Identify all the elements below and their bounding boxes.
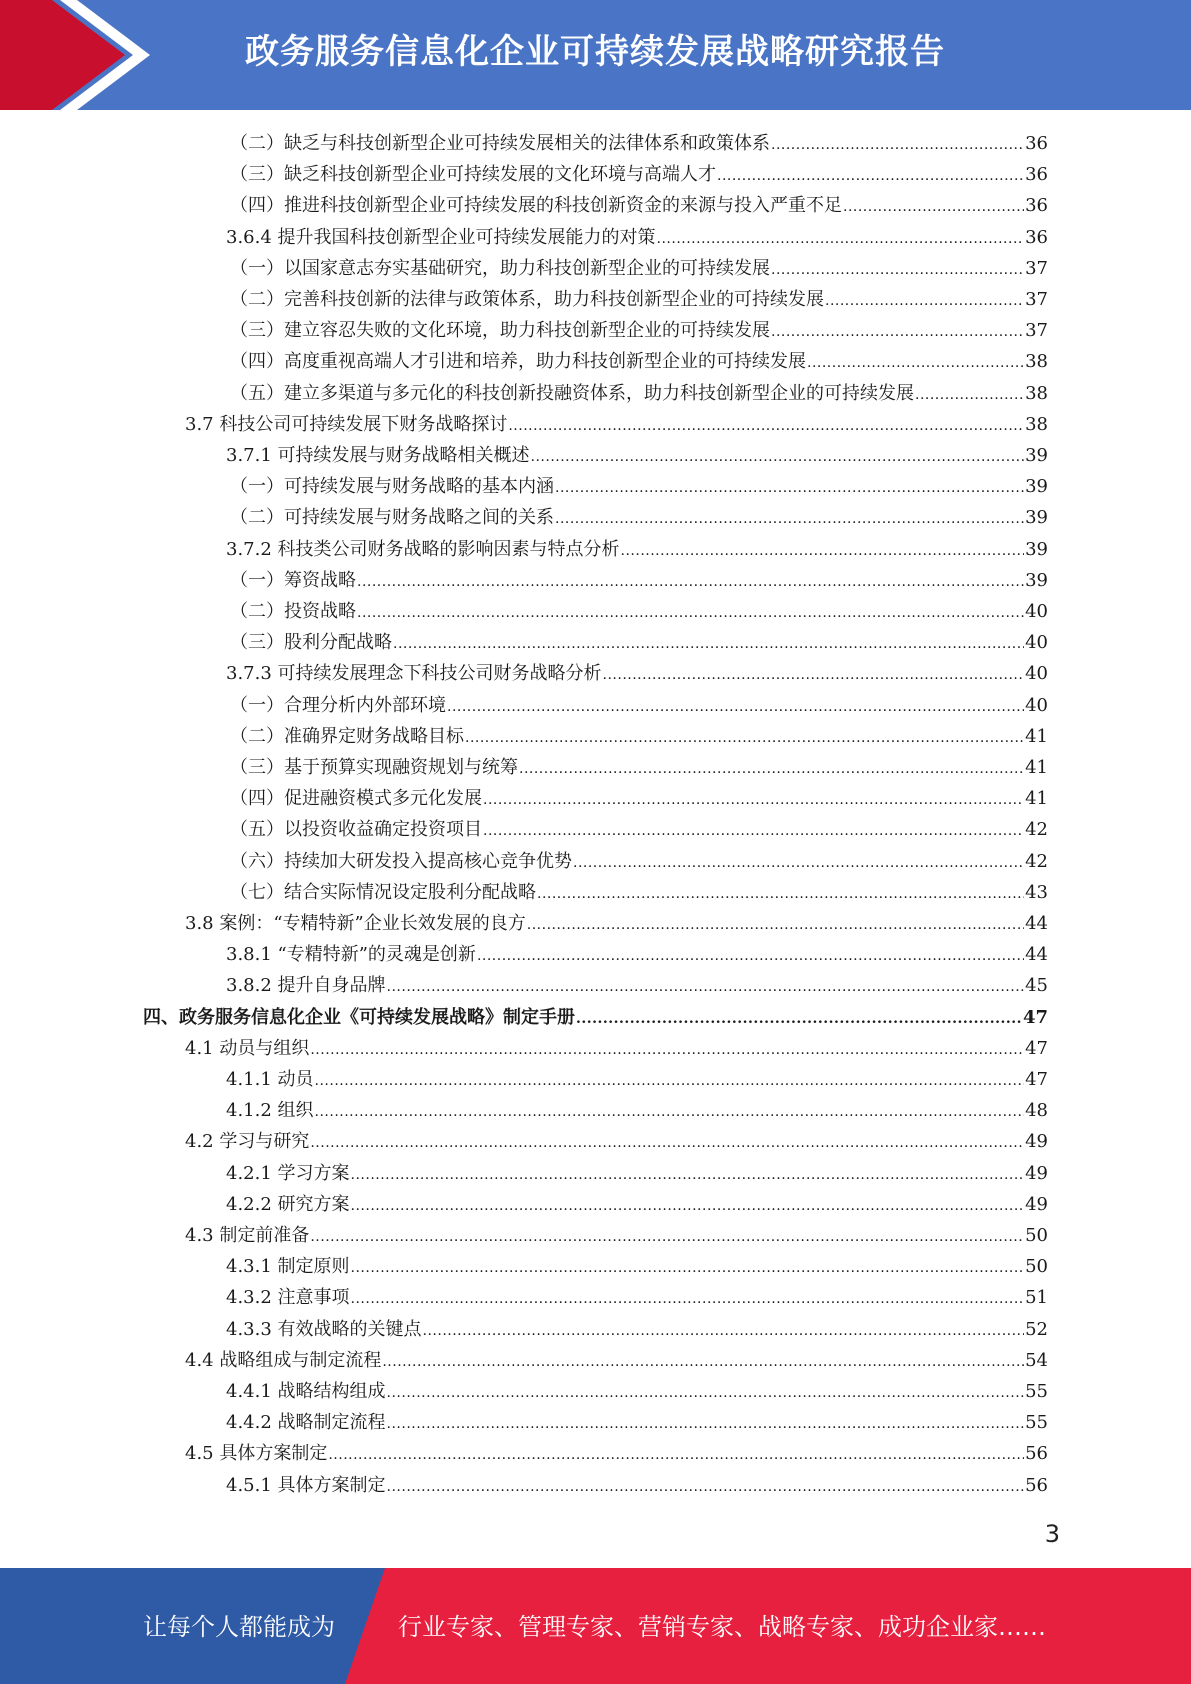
toc-entry-title: 4.2.2 研究方案 [226, 1193, 350, 1215]
toc-entry-page: 47 [1025, 1037, 1048, 1059]
toc-entry-page: 40 [1025, 601, 1048, 622]
toc-entry-page: 39 [1025, 569, 1048, 591]
toc-entry-title: （三）股利分配战略 [230, 632, 392, 654]
toc-entry[interactable] [230, 783, 1048, 814]
toc-entry-page: 41 [1025, 757, 1048, 778]
toc-entry-page: 41 [1025, 725, 1048, 747]
page-footer [0, 1568, 1191, 1684]
toc-entry[interactable] [230, 315, 1048, 346]
toc-entry-title: （二）缺乏与科技创新型企业可持续发展相关的法律体系和政策体系 [230, 133, 770, 154]
toc-entry-page: 44 [1025, 944, 1048, 966]
toc-entry-page: 44 [1025, 913, 1048, 934]
toc-entry-title: 4.3.3 有效战略的关键点 [226, 1318, 422, 1340]
toc-entry[interactable] [230, 846, 1048, 877]
toc-leader-dots [915, 380, 1024, 411]
page-number: 3 [1044, 1520, 1060, 1548]
toc-leader-dots [393, 629, 1024, 660]
toc-entry[interactable] [230, 253, 1048, 284]
toc-entry-page: 37 [1025, 257, 1048, 279]
toc-entry[interactable] [226, 1407, 1048, 1438]
footer-slogan-left: 让每个人都能成为 [143, 1613, 335, 1641]
toc-entry[interactable] [226, 970, 1048, 1001]
toc-entry-page: 36 [1025, 226, 1048, 248]
toc-entry-title: （六）持续加大研发投入提高核心竞争优势 [230, 850, 572, 872]
toc-entry[interactable] [230, 378, 1048, 409]
toc-entry[interactable] [226, 1376, 1048, 1407]
toc-entry-title: 4.3.1 制定原则 [226, 1256, 350, 1278]
toc-leader-dots [315, 1066, 1025, 1097]
toc-entry-title: （四）促进融资模式多元化发展 [230, 788, 482, 810]
report-title: 政务服务信息化企业可持续发展战略研究报告 [245, 32, 945, 72]
toc-entry-title: （一）可持续发展与财务战略的基本内涵 [230, 476, 554, 498]
toc-leader-dots [328, 1440, 1024, 1471]
toc-entry-title: （二）投资战略 [230, 601, 356, 622]
toc-entry[interactable] [230, 190, 1048, 221]
toc-entry-title: 4.2.1 学习方案 [226, 1162, 350, 1184]
toc-entry-page: 39 [1025, 445, 1048, 466]
toc-leader-dots [423, 1316, 1025, 1347]
toc-entry[interactable] [230, 471, 1048, 502]
toc-leader-dots [771, 317, 1024, 348]
toc-entry-title: （三）建立容忍失败的文化环境，助力科技创新型企业的可持续发展 [230, 320, 770, 342]
toc-leader-dots [483, 816, 1024, 847]
toc-entry-page: 55 [1025, 1381, 1048, 1402]
toc-entry[interactable] [230, 502, 1048, 533]
toc-leader-dots [527, 910, 1024, 941]
toc-leader-dots [717, 161, 1024, 192]
toc-entry-page: 41 [1025, 788, 1048, 810]
toc-entry[interactable] [230, 877, 1048, 908]
toc-leader-dots [465, 723, 1024, 754]
toc-entry[interactable] [230, 627, 1048, 658]
toc-leader-dots [825, 286, 1024, 317]
toc-entry-page: 37 [1025, 289, 1048, 310]
toc-entry-title: （二）准确界定财务战略目标 [230, 725, 464, 747]
toc-entry-page: 36 [1025, 133, 1048, 154]
toc-entry[interactable] [185, 1345, 1048, 1376]
toc-entry[interactable] [230, 596, 1048, 627]
toc-entry-title: 4.3 制定前准备 [185, 1225, 310, 1246]
toc-entry-title: 3.6.4 提升我国科技创新型企业可持续发展能力的对策 [226, 226, 656, 248]
toc-leader-dots [531, 442, 1025, 473]
toc-entry[interactable] [226, 658, 1048, 689]
toc-leader-dots [447, 692, 1024, 723]
toc-entry[interactable] [230, 814, 1048, 845]
toc-entry-title: 3.7.3 可持续发展理念下科技公司财务战略分析 [226, 663, 602, 685]
toc-entry-page: 36 [1025, 195, 1048, 217]
toc-entry-title: 3.7.2 科技类公司财务战略的影响因素与特点分析 [226, 538, 620, 560]
toc-entry-page: 39 [1025, 538, 1048, 560]
footer-slogan-right: 行业专家、管理专家、营销专家、战略专家、成功企业家…… [398, 1613, 1046, 1641]
toc-entry-page: 48 [1025, 1100, 1048, 1122]
toc-entry-page: 50 [1025, 1256, 1048, 1278]
toc-entry[interactable] [226, 534, 1048, 565]
toc-entry-title: 4.1.2 组织 [226, 1100, 314, 1122]
toc-entry-page: 39 [1025, 476, 1048, 498]
toc-entry[interactable] [226, 440, 1048, 471]
toc-leader-dots [351, 1160, 1025, 1191]
toc-entry[interactable] [185, 409, 1048, 440]
toc-entry-title: （三）基于预算实现融资规划与统筹 [230, 757, 518, 778]
toc-leader-dots [657, 224, 1025, 255]
toc-entry[interactable] [226, 1064, 1048, 1095]
toc-entry-title: （四）高度重视高端人才引进和培养，助力科技创新型企业的可持续发展 [230, 351, 806, 373]
header-arrow-decoration [0, 0, 160, 110]
toc-entry[interactable] [230, 159, 1048, 190]
toc-entry-page: 51 [1025, 1287, 1048, 1309]
toc-entry[interactable] [226, 1095, 1048, 1126]
toc-entry-page: 42 [1025, 850, 1048, 872]
toc-leader-dots [387, 1409, 1025, 1440]
toc-leader-dots [382, 1347, 1024, 1378]
toc-leader-dots [351, 1191, 1025, 1222]
toc-leader-dots [357, 567, 1024, 598]
toc-entry-page: 37 [1025, 320, 1048, 342]
toc-entry-title: （七）结合实际情况设定股利分配战略 [230, 881, 536, 903]
toc-entry-title: 4.5 具体方案制定 [185, 1443, 328, 1465]
toc-leader-dots [771, 255, 1024, 286]
toc-entry-title: 4.1.1 动员 [226, 1069, 314, 1090]
toc-leader-dots [508, 411, 1024, 442]
toc-entry[interactable] [226, 222, 1048, 253]
toc-entry[interactable] [230, 690, 1048, 721]
toc-leader-dots [387, 972, 1025, 1003]
toc-entry[interactable] [230, 284, 1048, 315]
toc-entry-page: 40 [1025, 694, 1048, 716]
toc-entry-title: （四）推进科技创新型企业可持续发展的科技创新资金的来源与投入严重不足 [230, 195, 842, 217]
toc-leader-dots [315, 1097, 1025, 1128]
toc-leader-dots [351, 1253, 1025, 1284]
toc-leader-dots [387, 1378, 1025, 1409]
toc-entry[interactable] [230, 752, 1048, 783]
toc-entry-page: 54 [1025, 1349, 1048, 1371]
toc-leader-dots [477, 941, 1024, 972]
toc-entry[interactable] [226, 1251, 1048, 1282]
toc-entry-title: （一）筹资战略 [230, 569, 356, 591]
toc-leader-dots [621, 536, 1025, 567]
toc-entry-title: 四、政务服务信息化企业《可持续发展战略》制定手册 [143, 1006, 575, 1028]
toc-entry[interactable] [226, 1314, 1048, 1345]
toc-leader-dots [807, 348, 1024, 379]
toc-entry-title: （一）以国家意志夯实基础研究，助力科技创新型企业的可持续发展 [230, 257, 770, 279]
toc-entry-page: 43 [1025, 881, 1048, 903]
toc-entry-title: 4.5.1 具体方案制定 [226, 1474, 386, 1496]
toc-entry[interactable] [185, 908, 1048, 939]
toc-leader-dots [310, 1222, 1024, 1253]
toc-entry-page: 49 [1025, 1131, 1048, 1153]
toc-entry-page: 52 [1025, 1318, 1048, 1340]
toc-entry-title: （一）合理分析内外部环境 [230, 694, 446, 716]
toc-leader-dots [387, 1472, 1025, 1503]
toc-leader-dots [310, 1035, 1024, 1066]
toc-entry-page: 38 [1025, 382, 1048, 404]
toc-entry-page: 55 [1025, 1412, 1048, 1434]
toc-leader-dots [351, 1284, 1025, 1315]
toc-leader-dots [483, 785, 1024, 816]
toc-entry-title: 3.8.1 “专精特新”的灵魂是创新 [226, 944, 476, 966]
toc-entry-page: 45 [1025, 975, 1048, 997]
toc-entry-page: 49 [1025, 1193, 1048, 1215]
toc-entry-page: 56 [1025, 1474, 1048, 1496]
toc-entry-title: （二）完善科技创新的法律与政策体系，助力科技创新型企业的可持续发展 [230, 289, 824, 310]
toc-entry-page: 47 [1025, 1069, 1048, 1090]
toc-entry[interactable] [226, 1158, 1048, 1189]
toc-entry[interactable] [230, 128, 1048, 159]
toc-entry[interactable] [226, 1282, 1048, 1313]
toc-leader-dots [519, 754, 1024, 785]
toc-leader-dots [555, 504, 1024, 535]
toc-entry-page: 38 [1025, 413, 1048, 435]
toc-entry-title: 4.1 动员与组织 [185, 1037, 310, 1059]
toc-entry-page: 36 [1025, 164, 1048, 186]
toc-entry[interactable] [230, 565, 1048, 596]
toc-entry-page: 56 [1025, 1443, 1048, 1465]
toc-leader-dots [357, 598, 1024, 629]
toc-entry-page: 40 [1025, 632, 1048, 654]
toc-leader-dots [537, 879, 1024, 910]
toc-entry[interactable] [226, 1189, 1048, 1220]
toc-entry-title: 3.8 案例：“专精特新”企业长效发展的良方 [185, 913, 526, 934]
toc-entry-title: （五）以投资收益确定投资项目 [230, 819, 482, 841]
toc-entry-page: 42 [1025, 819, 1048, 841]
toc-leader-dots [771, 130, 1024, 161]
toc-leader-dots [573, 848, 1024, 879]
toc-entry-page: 50 [1025, 1225, 1048, 1246]
toc-entry-title: 3.7 科技公司可持续发展下财务战略探讨 [185, 413, 508, 435]
toc-entry-page: 49 [1025, 1162, 1048, 1184]
toc-entry-title: （五）建立多渠道与多元化的科技创新投融资体系，助力科技创新型企业的可持续发展 [230, 382, 914, 404]
toc-entry-page: 47 [1022, 1006, 1048, 1028]
toc-entry-title: 4.4.2 战略制定流程 [226, 1412, 386, 1434]
toc-entry-title: 4.2 学习与研究 [185, 1131, 310, 1153]
toc-leader-dots [555, 473, 1024, 504]
toc-entry[interactable] [185, 1126, 1048, 1157]
toc-entry[interactable] [230, 346, 1048, 377]
toc-entry-page: 39 [1025, 507, 1048, 529]
toc-entry-title: （二）可持续发展与财务战略之间的关系 [230, 507, 554, 529]
toc-leader-dots [603, 660, 1025, 691]
toc-entry-title: 4.4.1 战略结构组成 [226, 1381, 386, 1402]
toc-leader-dots [310, 1128, 1024, 1159]
toc-entry[interactable] [226, 939, 1048, 970]
toc-entry[interactable] [226, 1470, 1048, 1501]
toc-entry-page: 38 [1025, 351, 1048, 373]
toc-entry[interactable] [185, 1438, 1048, 1469]
toc-entry[interactable] [230, 721, 1048, 752]
toc-entry-title: 4.4 战略组成与制定流程 [185, 1349, 382, 1371]
toc-leader-dots [576, 1004, 1022, 1035]
page-header [0, 0, 1191, 110]
toc-entry-page: 40 [1025, 663, 1048, 685]
toc-leader-dots [843, 192, 1024, 223]
toc-entry[interactable] [185, 1033, 1048, 1064]
toc-entry[interactable] [143, 1002, 1048, 1033]
toc-entry[interactable] [185, 1220, 1048, 1251]
toc-entry-title: 3.8.2 提升自身品牌 [226, 975, 386, 997]
toc-entry-title: 4.3.2 注意事项 [226, 1287, 350, 1309]
toc-entry-title: （三）缺乏科技创新型企业可持续发展的文化环境与高端人才 [230, 164, 716, 186]
toc-entry-title: 3.7.1 可持续发展与财务战略相关概述 [226, 445, 530, 466]
